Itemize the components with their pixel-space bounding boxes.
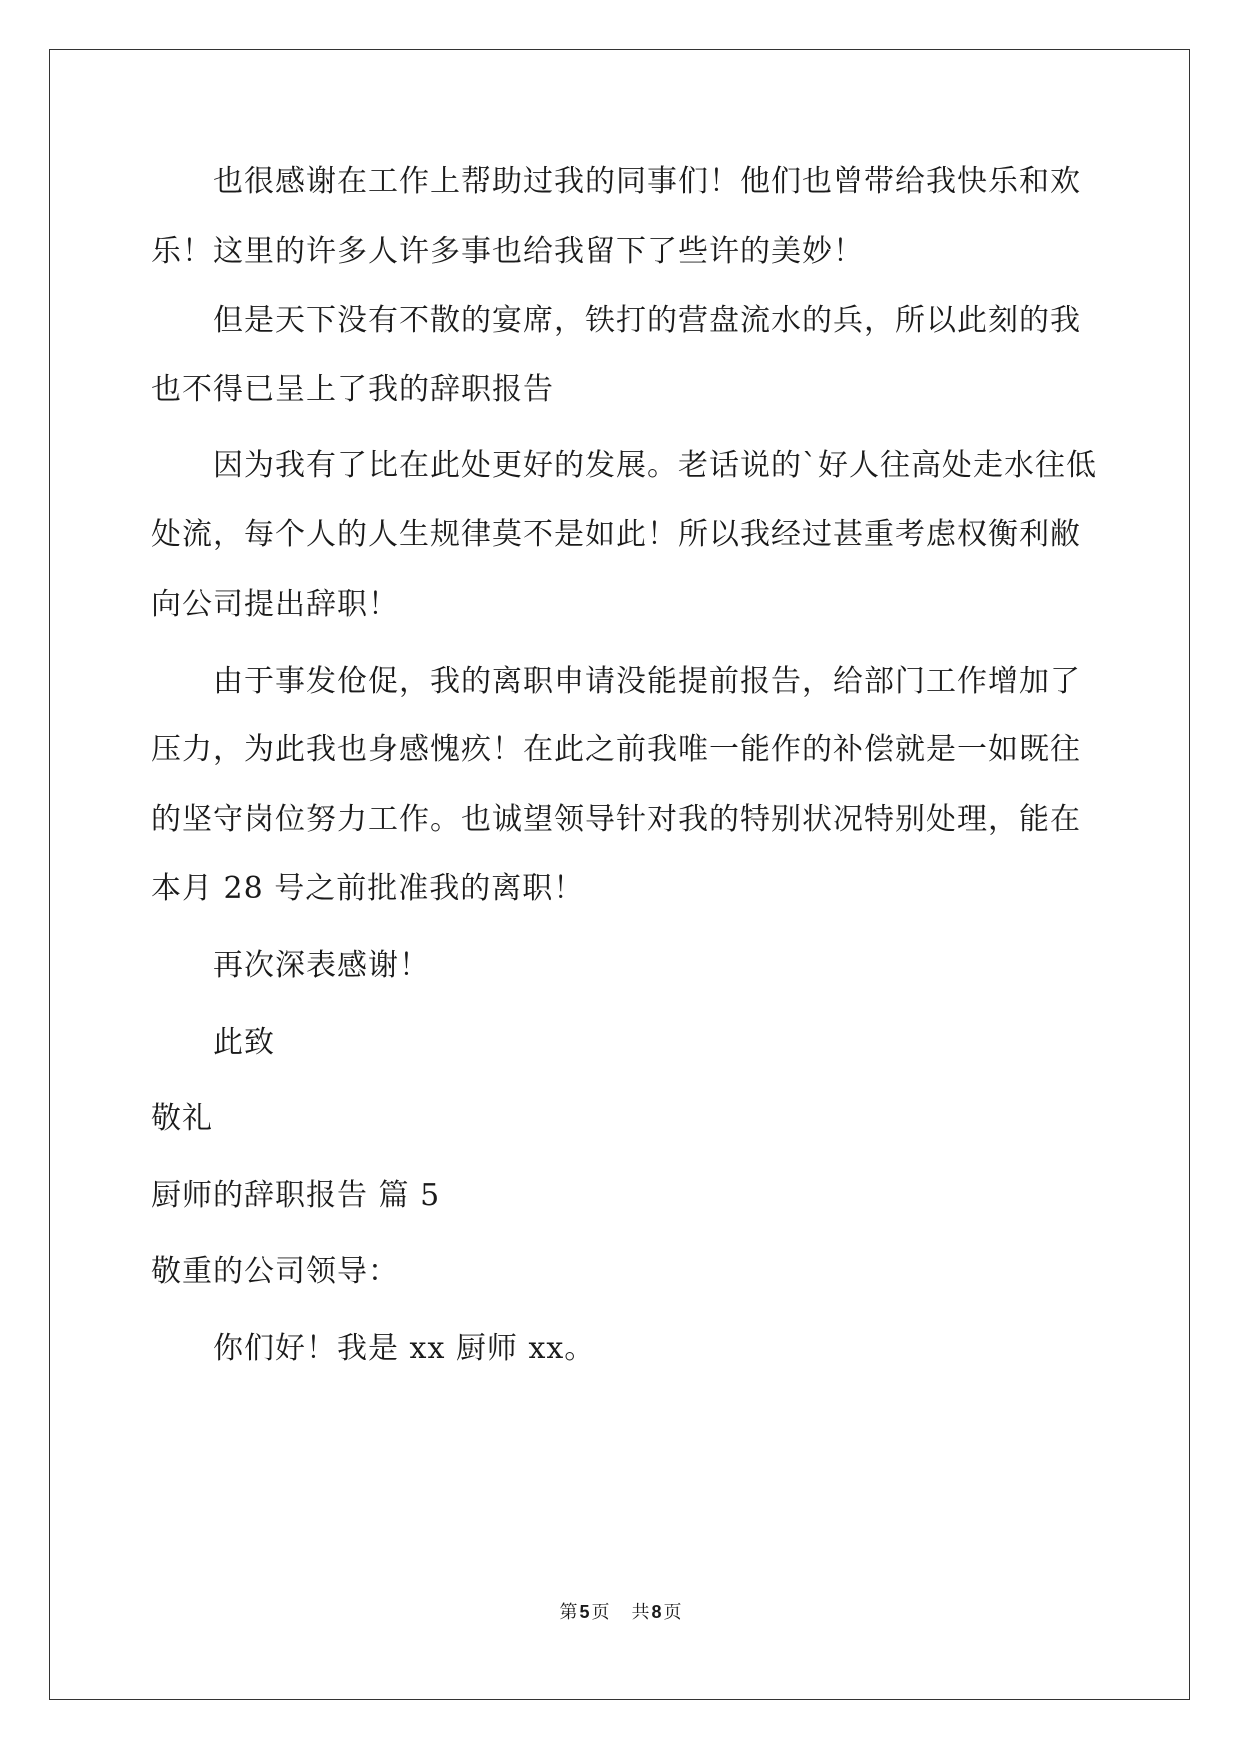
greeting-line: 敬重的公司领导： [151, 1254, 399, 1289]
paragraph-line: 也不得已呈上了我的辞职报告 [151, 372, 554, 407]
footer-total-prefix: 共 [631, 1602, 650, 1623]
paragraph-line: 处流，每个人的人生规律莫不是如此！所以我经过甚重考虑权衡利敝 [151, 517, 1081, 552]
section-heading: 厨师的辞职报告 篇 5 [151, 1178, 441, 1213]
footer-page-number: 5 [579, 1602, 590, 1622]
paragraph-line: 本月 28 号之前批准我的离职！ [151, 871, 585, 906]
paragraph-line: 乐！这里的许多人许多事也给我留下了些许的美妙！ [151, 234, 864, 269]
paragraph-line: 的坚守岗位努力工作。也诚望领导针对我的特别状况特别处理，能在 [151, 802, 1081, 837]
closing-line: 敬礼 [151, 1101, 213, 1136]
paragraph-line: 你们好！我是 xx 厨师 xx。 [213, 1331, 596, 1366]
paragraph-line: 压力，为此我也身感愧疚！在此之前我唯一能作的补偿就是一如既往 [151, 732, 1081, 767]
paragraph-line: 向公司提出辞职！ [151, 587, 399, 622]
footer-total-suffix: 页 [663, 1602, 682, 1623]
salutation-line: 此致 [213, 1025, 275, 1060]
paragraph-line: 也很感谢在工作上帮助过我的同事们！他们也曾带给我快乐和欢 [213, 164, 1081, 199]
footer-page-suffix: 页 [591, 1602, 610, 1623]
page-footer [0, 1600, 1241, 1625]
footer-prefix: 第 [559, 1602, 578, 1623]
paragraph-line: 但是天下没有不散的宴席，铁打的营盘流水的兵，所以此刻的我 [213, 303, 1081, 338]
paragraph-line: 因为我有了比在此处更好的发展。老话说的`好人往高处走水往低 [213, 448, 1097, 483]
paragraph-line: 由于事发伧促，我的离职申请没能提前报告，给部门工作增加了 [213, 664, 1081, 699]
paragraph-line: 再次深表感谢！ [213, 948, 430, 983]
footer-total-pages: 8 [651, 1602, 662, 1622]
